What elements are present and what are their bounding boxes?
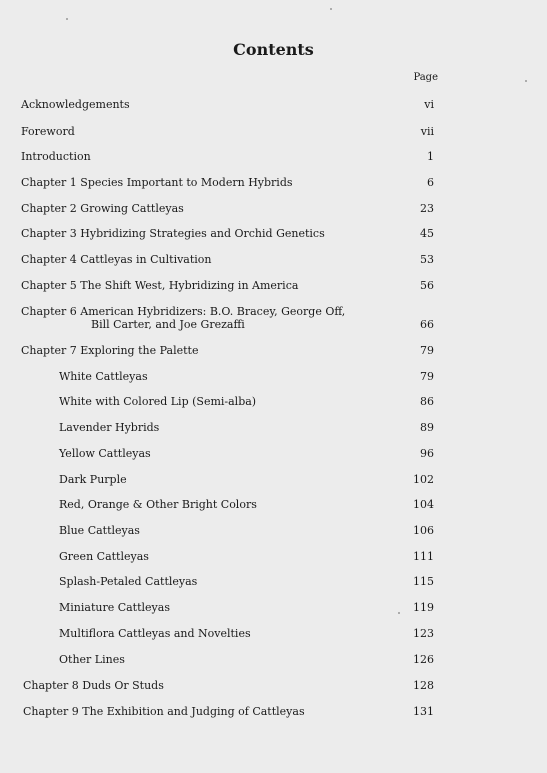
toc-entry-page: 56 — [420, 279, 434, 292]
toc-entry-label: Blue Cattleyas — [59, 524, 140, 537]
scan-speck — [66, 18, 68, 20]
toc-entry-label: Chapter 3 Hybridizing Strategies and Orchid Genetics — [21, 227, 325, 240]
toc-entry-label: White Cattleyas — [59, 370, 148, 383]
toc-entry-page: 86 — [420, 395, 434, 408]
toc-entry-label: Lavender Hybrids — [59, 421, 160, 434]
toc-entry-page: 111 — [413, 550, 434, 563]
toc-entry-label: Red, Orange & Other Bright Colors — [59, 498, 257, 511]
toc-entry-label: Chapter 2 Growing Cattleyas — [21, 202, 184, 215]
toc-entry-page: 119 — [413, 601, 434, 614]
toc-entry-page: 126 — [413, 653, 434, 666]
page-title: Contents — [233, 40, 314, 59]
toc-entry-label: Acknowledgements — [21, 98, 130, 111]
scan-speck — [398, 612, 400, 614]
toc-entry-page: 102 — [413, 473, 434, 486]
page-column-header: Page — [413, 72, 438, 83]
toc-entry-page: 23 — [420, 202, 434, 215]
toc-entry-page: 106 — [413, 524, 434, 537]
toc-entry-label: Chapter 4 Cattleyas in Cultivation — [21, 253, 212, 266]
toc-entry-label: Chapter 9 The Exhibition and Judging of Cattleyas — [23, 705, 305, 718]
toc-entry-page: 123 — [413, 627, 434, 640]
toc-entry-label: Miniature Cattleyas — [59, 601, 170, 614]
toc-entry-page: 79 — [420, 370, 434, 383]
toc-entry-label: Dark Purple — [59, 473, 127, 486]
toc-entry-label: Chapter 5 The Shift West, Hybridizing in America — [21, 279, 299, 292]
toc-entry-page: 6 — [427, 176, 434, 189]
toc-entry-page: 53 — [420, 253, 434, 266]
toc-entry-page: 45 — [420, 227, 434, 240]
toc-entry-label: Chapter 8 Duds Or Studs — [23, 679, 164, 692]
toc-entry-label: Introduction — [21, 150, 91, 163]
toc-entry-page: 104 — [413, 498, 434, 511]
toc-entry-page: vii — [420, 125, 434, 138]
toc-entry-label: Splash-Petaled Cattleyas — [59, 575, 198, 588]
toc-entry-label: Multiflora Cattleyas and Novelties — [59, 627, 251, 640]
toc-entry-page: 79 — [420, 344, 434, 357]
toc-entry-page: 128 — [413, 679, 434, 692]
toc-entry-page: 96 — [420, 447, 434, 460]
toc-entry-label: Other Lines — [59, 653, 125, 666]
toc-entry-label: Chapter 7 Exploring the Palette — [21, 344, 199, 357]
toc-entry-label: Foreword — [21, 125, 75, 138]
toc-entry-label: Yellow Cattleyas — [59, 447, 151, 460]
toc-entry-label: White with Colored Lip (Semi-alba) — [59, 395, 257, 408]
toc-entry-label-continued: Bill Carter, and Joe Grezaffi — [91, 318, 245, 331]
toc-entry-page: 89 — [420, 421, 434, 434]
toc-entry-label: Chapter 6 American Hybridizers: B.O. Bracey, George Off, — [21, 305, 346, 318]
toc-entry-page: 1 — [427, 150, 434, 163]
scan-speck — [525, 80, 527, 82]
toc-entry-page: 131 — [413, 705, 434, 718]
toc-entry-page: 66 — [420, 318, 434, 331]
scan-speck — [330, 8, 332, 10]
toc-entry-label: Chapter 1 Species Important to Modern Hybrids — [21, 176, 293, 189]
toc-entry-label: Green Cattleyas — [59, 550, 149, 563]
toc-entry-page: vi — [424, 98, 434, 111]
toc-entry-page: 115 — [413, 575, 434, 588]
